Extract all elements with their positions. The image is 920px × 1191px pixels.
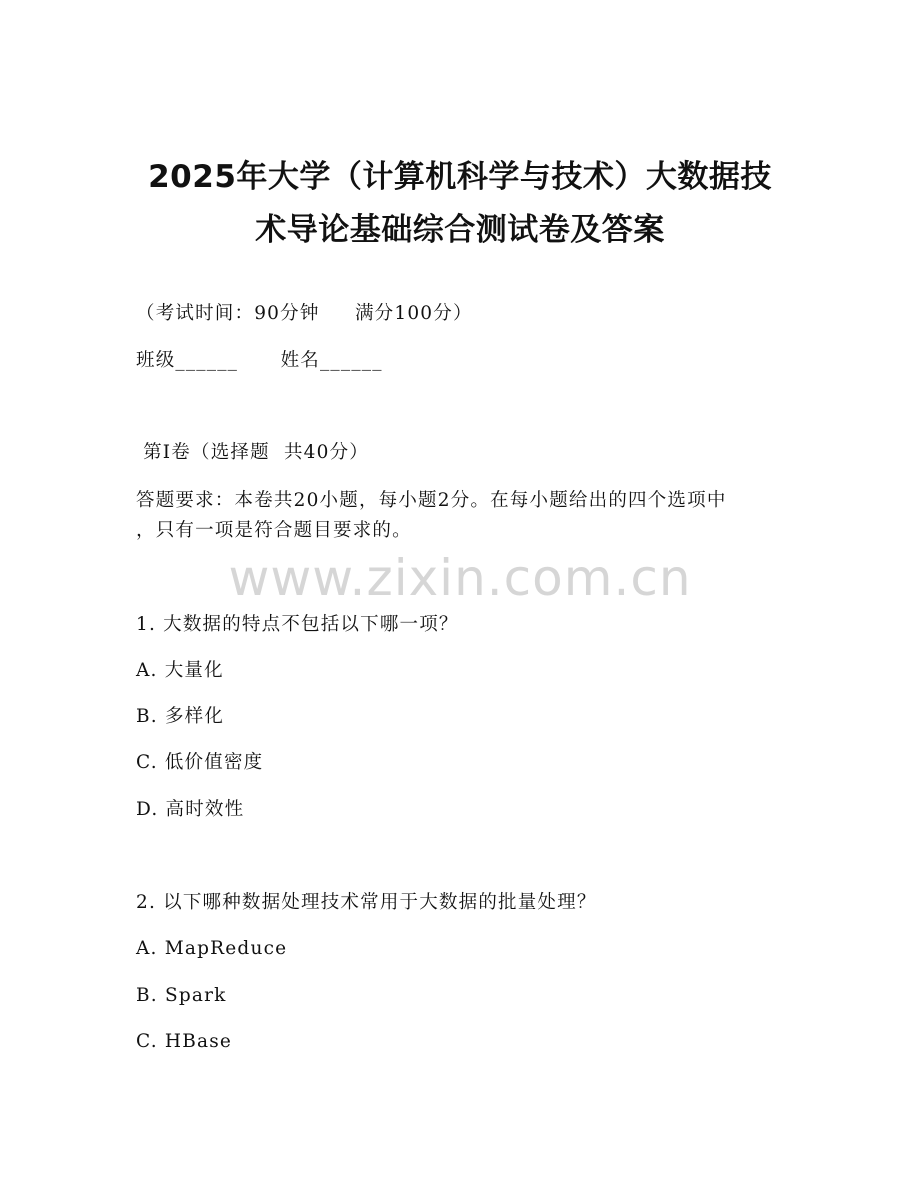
question-1-stem: 1. 大数据的特点不包括以下哪一项？: [136, 614, 459, 635]
question-1-option-d: D. 高时效性: [136, 799, 245, 820]
document-title-line-1: 2025年大学（计算机科学与技术）大数据技: [148, 159, 772, 195]
instructions-line-1: 答题要求：本卷共20小题，每小题2分。在每小题给出的四个选项中: [136, 490, 727, 511]
question-1-option-a: A. 大量化: [136, 660, 224, 681]
watermark: www.zixin.com.cn: [228, 549, 692, 607]
question-2-option-a: A. MapReduce: [136, 938, 288, 959]
exam-time-and-score: （考试时间：90分钟 满分100分）: [136, 303, 473, 324]
class-and-name-fields: 班级______ 姓名______: [136, 350, 383, 371]
question-2-option-c: C. HBase: [136, 1031, 233, 1052]
document-title-line-2: 术导论基础综合测试卷及答案: [255, 212, 665, 248]
question-2-option-b: B. Spark: [136, 985, 227, 1006]
section-heading: 第Ⅰ卷（选择题 共40分）: [136, 442, 369, 463]
instructions-line-2: ，只有一项是符合题目要求的。: [136, 520, 412, 541]
question-2-stem: 2. 以下哪种数据处理技术常用于大数据的批量处理？: [136, 892, 597, 913]
question-1-option-b: B. 多样化: [136, 706, 225, 727]
question-1-option-c: C. 低价值密度: [136, 752, 264, 773]
